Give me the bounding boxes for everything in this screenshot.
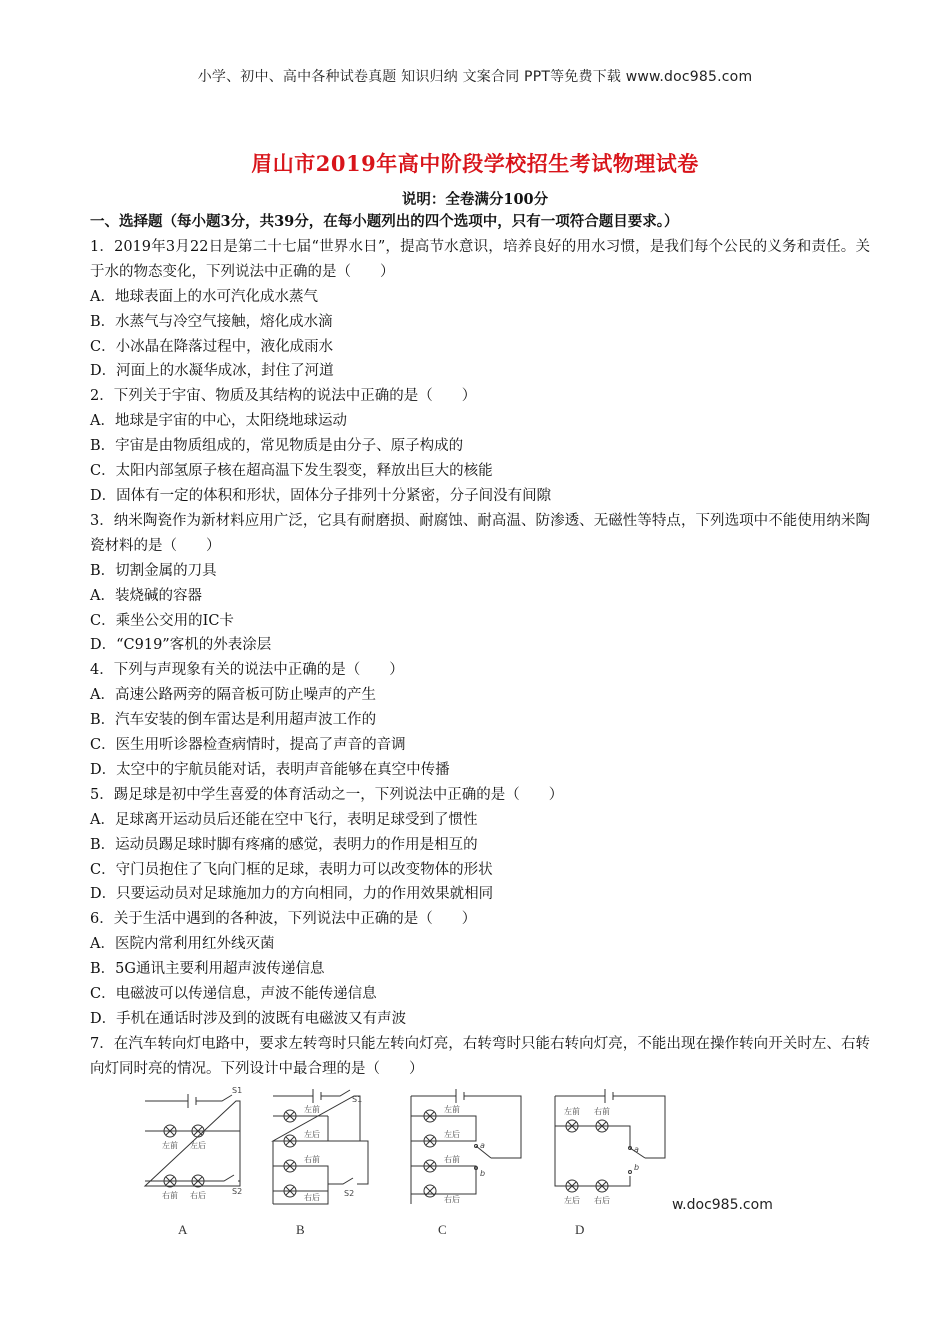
diagram-label-d: D bbox=[575, 1222, 585, 1237]
question-3-option: B．切割金属的刀具 bbox=[90, 562, 217, 579]
diagram-d-lamp-right-back-label: 右后 bbox=[594, 1196, 610, 1205]
diagram-a-lamp-left-front-label: 左前 bbox=[162, 1141, 178, 1150]
diagram-d-lamp-right-front-label: 右前 bbox=[594, 1107, 610, 1116]
question-3-stem: 3．纳米陶瓷作为新材料应用广泛，它具有耐磨损、耐腐蚀、耐高温、防渗透、无磁性等特点，下列选项中不能使用纳米陶瓷材料的是（ ） bbox=[90, 512, 870, 554]
question-2-stem: 2．下列关于宇宙、物质及其结构的说法中正确的是（ ） bbox=[90, 388, 477, 405]
circuit-diagram-d bbox=[550, 1086, 680, 1211]
question-6-option: D．手机在通话时涉及到的波既有电磁波又有声波 bbox=[90, 1011, 407, 1027]
diagram-b-lamp-right-front-label: 右前 bbox=[304, 1155, 320, 1164]
diagram-label-b: B bbox=[296, 1222, 305, 1237]
diagram-label-c: C bbox=[438, 1222, 447, 1237]
question-6-stem: 6．关于生活中遇到的各种波，下列说法中正确的是（ ） bbox=[90, 911, 477, 928]
question-6-option: A．医院内常利用红外线灭菌 bbox=[90, 936, 275, 953]
question-5-option: B．运动员踢足球时脚有疼痛的感觉，表明力的作用是相互的 bbox=[90, 836, 478, 853]
page-title: 眉山市2019年高中阶段学校招生考试物理试卷 bbox=[251, 151, 699, 176]
question-7-stem: 7．在汽车转向灯电路中，要求左转弯时只能左转向灯亮，右转弯时只能右转向灯亮，不能出现在操作转向开关时左、右转向灯同时亮的情况。下列设计中最合理的是（ ） bbox=[90, 1035, 870, 1077]
question-2-option: A．地球是宇宙的中心，太阳绕地球运动 bbox=[90, 413, 347, 430]
diagram-a-lamp-right-front-label: 右前 bbox=[162, 1191, 178, 1200]
diagram-d-lamp-left-back-label: 左后 bbox=[564, 1196, 580, 1205]
circuit-diagram-c bbox=[406, 1086, 526, 1211]
diagram-d-lamp-left-front-label: 左前 bbox=[564, 1107, 580, 1116]
diagram-c-contact-a-label: a bbox=[480, 1141, 485, 1150]
question-5-option: A．足球离开运动员后还能在空中飞行，表明足球受到了惯性 bbox=[90, 811, 478, 828]
section-heading: 一、选择题（每小题3分，共39分，在每小题列出的四个选项中，只有一项符合题目要求。） bbox=[90, 213, 679, 230]
diagram-b-switch-1-label: S1 bbox=[352, 1095, 363, 1104]
question-6-option: B．5G通讯主要利用超声波传递信息 bbox=[90, 961, 325, 978]
diagram-a-switch-2-label: S2 bbox=[232, 1187, 243, 1196]
diagram-b-lamp-left-front-label: 左前 bbox=[304, 1105, 320, 1114]
question-1-stem: 1．2019年3月22日是第二十七届“世界水日”，提高节水意识，培养良好的用水习惯，是我们每个公民的义务和责任。关于水的物态变化，下列说法中正确的是（ ） bbox=[90, 238, 870, 280]
question-1-option: D．河面上的水凝华成冰，封住了河道 bbox=[90, 363, 334, 380]
site-header: 小学、初中、高中各种试卷真题 知识归纳 文案合同 PPT等免费下载 www.doc985.com bbox=[197, 69, 753, 85]
diagram-a-lamp-left-back-label: 左后 bbox=[190, 1141, 206, 1150]
diagram-a-switch-1-label: S1 bbox=[232, 1086, 243, 1095]
circuit-diagrams bbox=[120, 1086, 720, 1246]
diagram-c-lamp-right-back-label: 右后 bbox=[444, 1195, 460, 1204]
diagram-a-lamp-right-back-label: 右后 bbox=[190, 1191, 206, 1200]
circuit-diagram-b bbox=[268, 1086, 378, 1211]
question-4-option: C．医生用听诊器检查病情时，提高了声音的音调 bbox=[90, 737, 406, 754]
question-4-option: A．高速公路两旁的隔音板可防止噪声的产生 bbox=[90, 687, 376, 704]
diagram-d-contact-b-label: b bbox=[634, 1163, 640, 1172]
exam-note: 说明：全卷满分100分 bbox=[401, 191, 549, 208]
diagram-d-contact-a-label: a bbox=[634, 1145, 639, 1154]
question-1-option: C．小冰晶在降落过程中，液化成雨水 bbox=[90, 338, 334, 355]
question-1-option: A．地球表面上的水可汽化成水蒸气 bbox=[90, 288, 318, 305]
diagram-c-lamp-right-front-label: 右前 bbox=[444, 1155, 460, 1164]
circuit-diagram-a bbox=[140, 1086, 250, 1206]
question-5-option: C．守门员抱住了飞向门框的足球，表明力可以改变物体的形状 bbox=[90, 861, 493, 878]
question-3-option: D．“C919”客机的外表涂层 bbox=[90, 637, 272, 654]
question-4-option: D．太空中的宇航员能对话，表明声音能够在真空中传播 bbox=[90, 761, 450, 778]
question-5-stem: 5．踢足球是初中学生喜爱的体育活动之一，下列说法中正确的是（ ） bbox=[90, 786, 564, 803]
question-4-option: B．汽车安装的倒车雷达是利用超声波工作的 bbox=[90, 712, 377, 729]
question-1-option: B．水蒸气与冷空气接触，熔化成水滴 bbox=[90, 313, 333, 330]
question-body bbox=[90, 210, 870, 1082]
watermark-text: w.doc985.com bbox=[672, 1197, 773, 1213]
diagram-b-lamp-right-back-label: 右后 bbox=[304, 1193, 320, 1202]
diagram-b-lamp-left-back-label: 左后 bbox=[304, 1130, 320, 1139]
diagram-label-a: A bbox=[178, 1222, 188, 1237]
diagram-c-lamp-left-front-label: 左前 bbox=[444, 1105, 460, 1114]
question-6-option: C．电磁波可以传递信息，声波不能传递信息 bbox=[90, 986, 377, 1003]
question-3-option: A．装烧碱的容器 bbox=[90, 587, 202, 604]
question-2-option: D．固体有一定的体积和形状，固体分子排列十分紧密，分子间没有间隙 bbox=[90, 487, 552, 504]
diagram-c-contact-b-label: b bbox=[480, 1169, 486, 1178]
question-3-option: C．乘坐公交用的IC卡 bbox=[90, 612, 234, 629]
question-4-stem: 4．下列与声现象有关的说法中正确的是（ ） bbox=[90, 662, 404, 679]
diagram-c-lamp-left-back-label: 左后 bbox=[444, 1130, 460, 1139]
question-2-option: C．太阳内部氢原子核在超高温下发生裂变，释放出巨大的核能 bbox=[90, 463, 493, 480]
question-5-option: D．只要运动员对足球施加力的方向相同，力的作用效果就相同 bbox=[90, 886, 494, 903]
question-2-option: B．宇宙是由物质组成的，常见物质是由分子、原子构成的 bbox=[90, 438, 464, 455]
diagram-b-switch-2-label: S2 bbox=[344, 1189, 355, 1198]
